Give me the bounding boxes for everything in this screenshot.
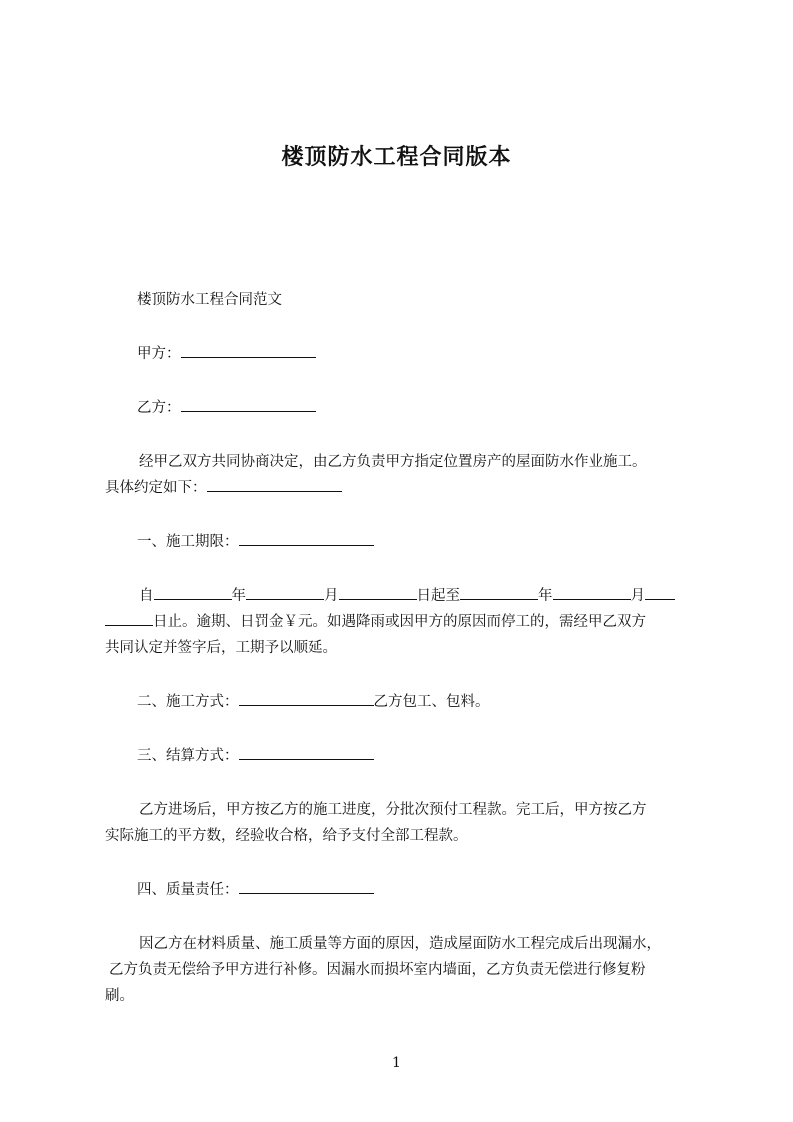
end-month-blank bbox=[553, 583, 631, 600]
intro-line-1: 经甲乙双方共同协商决定，由乙方负责甲方指定位置房产的屋面防水作业施工。 bbox=[139, 454, 647, 470]
party-a-line bbox=[105, 341, 737, 367]
section2-suffix: 乙方包工、包料。 bbox=[373, 694, 490, 710]
period-day-start: 日起至 bbox=[416, 588, 460, 604]
period-month: 月 bbox=[324, 588, 339, 604]
period-line-2 bbox=[105, 609, 705, 635]
period-year2: 年 bbox=[538, 588, 553, 604]
period-line-1 bbox=[105, 583, 739, 609]
settlement-line-2: 实际施工的平方数，经验收合格，给予支付全部工程款。 bbox=[105, 828, 468, 844]
section4-heading bbox=[105, 877, 737, 903]
section3-title: 三、结算方式： bbox=[137, 748, 239, 764]
section2-blank bbox=[239, 689, 374, 706]
party-a-label: 甲方： bbox=[137, 346, 181, 362]
start-day-blank bbox=[339, 583, 417, 600]
section1-blank bbox=[239, 529, 374, 546]
quality-line-3: 刷。 bbox=[105, 988, 134, 1004]
section2-title: 二、施工方式： bbox=[137, 694, 239, 710]
quality-line-1: 因乙方在材料质量、施工质量等方面的原因，造成屋面防水工程完成后出现漏水， bbox=[139, 936, 661, 952]
section4-blank bbox=[239, 877, 374, 894]
period-year: 年 bbox=[231, 588, 246, 604]
period-day-end: 日止。逾期、日罚金￥元。如遇降雨或因甲方的原因而停工的，需经甲乙双方 bbox=[153, 614, 646, 630]
settlement-line-1: 乙方进场后，甲方按乙方的施工进度，分批次预付工程款。完工后，甲方按乙方 bbox=[139, 802, 647, 818]
section1-heading bbox=[105, 529, 737, 555]
period-from: 自 bbox=[139, 588, 154, 604]
start-year-blank bbox=[154, 583, 232, 600]
intro-blank bbox=[207, 475, 342, 492]
party-b-blank bbox=[181, 395, 316, 412]
section3-blank bbox=[239, 743, 374, 760]
section4-title: 四、质量责任： bbox=[137, 882, 239, 898]
end-day-blank-a bbox=[645, 583, 675, 600]
period-line-3: 共同认定并签字后，工期予以顺延。 bbox=[105, 640, 337, 656]
section1-title: 一、施工期限： bbox=[137, 534, 239, 550]
end-year-blank bbox=[460, 583, 538, 600]
section3-heading bbox=[105, 743, 737, 769]
intro-label: 具体约定如下： bbox=[105, 480, 207, 496]
period-month2: 月 bbox=[630, 588, 645, 604]
party-b-label: 乙方： bbox=[137, 400, 181, 416]
document-title: 楼顶防水工程合同版本 bbox=[281, 145, 512, 170]
start-month-blank bbox=[246, 583, 324, 600]
quality-line-2: 乙方负责无偿给予甲方进行补修。因漏水而损坏室内墙面，乙方负责无偿进行修复粉 bbox=[109, 962, 646, 978]
intro-line-2 bbox=[105, 475, 705, 501]
party-a-blank bbox=[181, 341, 316, 358]
end-day-blank-b bbox=[105, 609, 153, 626]
document-subtitle: 楼顶防水工程合同范文 bbox=[137, 292, 282, 308]
page-number: 1 bbox=[392, 1055, 401, 1071]
section2-heading bbox=[105, 689, 737, 715]
party-b-line bbox=[105, 395, 737, 421]
